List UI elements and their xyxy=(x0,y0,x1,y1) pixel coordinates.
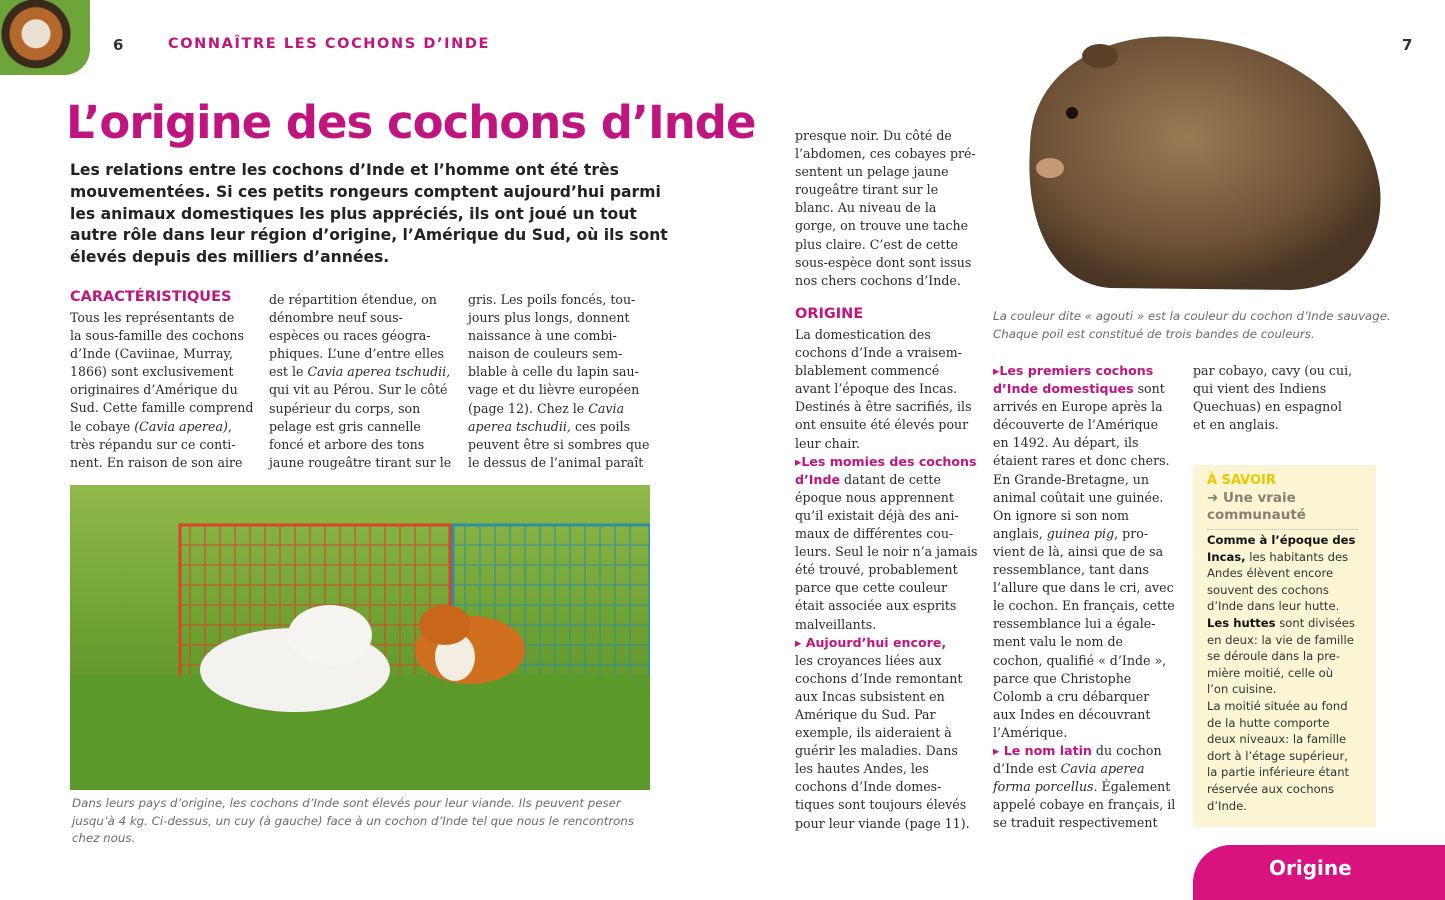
text-line xyxy=(468,345,649,363)
text-line xyxy=(269,345,451,363)
text-segment: ▸Les momies des cochons xyxy=(795,453,977,469)
text-segment: Cavia aperea xyxy=(1060,761,1145,777)
text-line xyxy=(1207,781,1355,798)
text-segment: foncé et arbore des tons xyxy=(269,436,425,452)
text-line xyxy=(795,471,978,489)
text-segment: phiques. L’une d’entre elles xyxy=(269,346,444,362)
text-segment: Tous les représentants de xyxy=(70,310,235,325)
text-line xyxy=(993,724,1175,742)
text-line xyxy=(1193,380,1352,398)
text-segment: d’Inde dans leur hutte. xyxy=(1207,599,1340,614)
intro-line: les animaux domestiques les plus appréciés, ils ont joué un tout xyxy=(70,204,637,223)
text-line xyxy=(795,416,978,434)
text-line xyxy=(468,381,649,399)
text-line xyxy=(795,254,976,272)
text-segment: de répartition étendue, on xyxy=(269,292,437,307)
text-segment: (page 12). Chez le xyxy=(468,400,589,416)
text-segment: souvent des cochons xyxy=(1207,582,1329,597)
text-segment: originaires d’Amérique du xyxy=(70,382,238,398)
photo-cuy-and-guinea-pig xyxy=(70,485,650,790)
text-segment: 1866) sont exclusivement xyxy=(70,364,234,380)
text-line xyxy=(1207,698,1355,715)
text-segment: blable à celle du lapin sau- xyxy=(468,364,639,380)
right-page-number: 7 xyxy=(1402,36,1413,54)
text-segment: . Également xyxy=(1093,779,1171,795)
caption-line: chez nous. xyxy=(72,831,136,845)
text-line xyxy=(993,561,1175,579)
text-segment: le cochon. En français, cette xyxy=(993,598,1175,614)
text-line xyxy=(1207,582,1355,599)
text-line xyxy=(795,778,978,796)
text-line xyxy=(795,326,978,344)
text-line xyxy=(993,814,1175,832)
text-line xyxy=(795,435,978,453)
text-line xyxy=(1193,362,1352,380)
text-segment: Les huttes xyxy=(1207,615,1276,630)
intro-line: autre rôle dans leur région d’origine, l’Amérique du Sud, où ils sont xyxy=(70,226,668,245)
text-line xyxy=(795,706,978,724)
text-line xyxy=(795,344,978,362)
running-title: CONNAÎTRE LES COCHONS D’INDE xyxy=(168,36,491,52)
text-line xyxy=(993,507,1175,525)
text-segment: peuvent être si sombres que xyxy=(468,436,650,452)
text-segment: Andes élèvent encore xyxy=(1207,566,1334,581)
text-line xyxy=(993,778,1175,796)
caption-line: La couleur dite « agouti » est la couleur du cochon d’Inde sauvage. xyxy=(993,309,1391,323)
text-segment: été trouvé, probablement xyxy=(795,562,958,578)
caption-line: Chaque poil est constitué de trois bandes de couleurs. xyxy=(993,326,1315,341)
text-segment: supérieur du corps, son xyxy=(269,400,421,416)
text-segment: Amérique du Sud. Par xyxy=(795,706,936,722)
text-segment: anglais, xyxy=(993,525,1047,541)
text-line xyxy=(795,616,978,634)
text-segment: dort à l’étage supérieur, xyxy=(1207,748,1348,763)
text-line xyxy=(795,724,978,742)
box-body xyxy=(1207,532,1355,814)
text-segment: ▸Les premiers cochons xyxy=(993,363,1154,378)
text-segment: maux de différentes cou- xyxy=(795,526,954,542)
text-line xyxy=(468,363,649,381)
text-segment: le dessus de l’animal paraît xyxy=(468,454,644,470)
intro-paragraph xyxy=(70,160,668,269)
text-line xyxy=(993,706,1175,724)
text-segment: ▸ Aujourd’hui encore, xyxy=(795,634,947,650)
text-line xyxy=(1207,715,1355,732)
text-segment: leurs. Seul le noir n’a jamais xyxy=(795,544,978,560)
text-line xyxy=(70,454,253,472)
text-segment: l’on cuisine. xyxy=(1207,682,1277,697)
a-savoir-box xyxy=(1193,465,1376,827)
text-segment: guérir les maladies. Dans xyxy=(795,743,958,759)
text-line xyxy=(993,380,1175,398)
text-segment: Colomb a cru débarquer xyxy=(993,688,1150,704)
text-line xyxy=(993,452,1175,470)
text-segment: exemple, ils aideraient à xyxy=(795,725,952,741)
text-line xyxy=(795,453,978,471)
text-segment: du cochon xyxy=(1091,742,1162,758)
text-segment: (Cavia aperea) xyxy=(134,418,228,434)
text-segment: presque noir. Du côté de xyxy=(795,128,952,143)
text-line xyxy=(269,309,451,327)
text-line xyxy=(993,742,1175,760)
text-line xyxy=(70,381,253,399)
text-line xyxy=(795,760,978,778)
text-line xyxy=(795,634,978,652)
text-line xyxy=(993,398,1175,416)
text-line xyxy=(70,363,253,381)
text-line xyxy=(70,309,253,327)
text-segment: rougeâtre tirant sur le xyxy=(795,182,939,198)
text-segment: cochons d’Inde a vraisem- xyxy=(795,345,962,361)
caption-line: jusqu’à 4 kg. Ci-dessus, un cuy (à gauche) face à un cochon d’Inde tel que nous le rencontrons xyxy=(72,813,635,828)
text-segment: blanc. Au niveau de la xyxy=(795,200,937,216)
text-segment: , xyxy=(227,418,232,434)
section-heading-origine: ORIGINE xyxy=(795,306,864,322)
text-line xyxy=(1207,549,1355,566)
caption-line: Dans leurs pays d’origine, les cochons d’Inde sont élevés pour leur viande. Ils peuvent peser xyxy=(72,796,621,810)
text-line xyxy=(269,436,451,454)
text-line xyxy=(795,597,978,615)
agouti-illustration xyxy=(990,18,1405,303)
photo-illustration xyxy=(70,485,650,790)
text-segment: La domestication des xyxy=(795,327,931,342)
text-segment: l’Amérique. xyxy=(993,724,1068,740)
text-line xyxy=(993,579,1175,597)
text-segment: d’Inde est xyxy=(993,761,1061,777)
text-segment: l’abdomen, ces cobayes pré- xyxy=(795,146,976,162)
text-line xyxy=(795,688,978,706)
text-line xyxy=(993,796,1175,814)
text-line xyxy=(468,418,649,436)
text-line xyxy=(70,345,253,363)
text-line xyxy=(795,815,978,833)
text-line xyxy=(1207,565,1355,582)
text-segment: tiques sont toujours élevés xyxy=(795,797,967,813)
text-line xyxy=(993,362,1175,380)
text-segment: ressemblance, tant dans xyxy=(993,562,1149,578)
text-line xyxy=(70,327,253,345)
text-segment: nos chers cochons d’Inde. xyxy=(795,272,961,288)
text-segment: gris. Les poils foncés, tou- xyxy=(468,292,636,307)
text-line xyxy=(795,742,978,760)
page-title: L’origine des cochons d’Inde xyxy=(66,96,756,149)
text-line xyxy=(795,525,978,543)
text-line xyxy=(795,163,976,181)
text-segment: guinea pig xyxy=(1046,525,1115,541)
text-line xyxy=(795,236,976,254)
text-segment: nent. En raison de son aire xyxy=(70,454,243,470)
text-segment: On ignore si son nom xyxy=(993,507,1129,523)
text-segment: blablement commencé xyxy=(795,363,940,379)
text-segment: La moitié située au fond xyxy=(1207,698,1348,713)
text-line xyxy=(269,381,451,399)
photo-caption-left xyxy=(72,795,634,848)
text-line xyxy=(993,471,1175,489)
text-segment: les hautes Andes, les xyxy=(795,761,929,777)
text-segment: réservée aux cochons xyxy=(1207,781,1335,796)
text-segment: vage et du lièvre européen xyxy=(468,382,640,398)
text-segment: En Grande-Bretagne, un xyxy=(993,471,1149,487)
text-segment: découverte de l’Amérique xyxy=(993,417,1159,433)
text-segment: sentent un pelage jaune xyxy=(795,164,949,180)
text-segment: aperea tschudii, xyxy=(468,418,571,434)
text-segment: dénombre neuf sous- xyxy=(269,310,403,326)
text-segment: très répandu sur ce conti- xyxy=(70,436,236,452)
text-segment: ces poils xyxy=(570,418,631,434)
text-segment: se traduit respectivement xyxy=(993,815,1158,831)
text-segment: et en anglais. xyxy=(1193,417,1279,433)
text-line xyxy=(468,291,649,309)
text-segment: appelé cobaye en français, il xyxy=(993,797,1176,813)
text-segment: de la hutte comporte xyxy=(1207,715,1330,730)
text-segment: naison de couleurs sem- xyxy=(468,346,623,362)
text-segment: le cobaye xyxy=(70,418,135,434)
text-segment: naissance à une combi- xyxy=(468,328,617,344)
text-segment: se déroule dans la pre- xyxy=(1207,649,1341,664)
text-segment: qui vient des Indiens xyxy=(1193,381,1327,397)
text-segment: étaient rares et donc chers. xyxy=(993,453,1170,469)
text-column-6 xyxy=(1193,362,1352,434)
left-page-number: 6 xyxy=(113,36,124,54)
text-line xyxy=(1207,598,1355,615)
text-segment: aux Indes en découvrant xyxy=(993,706,1151,722)
text-line xyxy=(70,436,253,454)
text-segment: cochons d’Inde domes- xyxy=(795,779,942,795)
text-line xyxy=(1207,648,1355,665)
text-segment: datant de cette xyxy=(840,471,941,487)
text-segment: jours plus longs, donnent xyxy=(468,310,630,326)
text-line xyxy=(993,688,1175,706)
text-line xyxy=(1207,665,1355,682)
text-segment: en 1492. Au départ, ils xyxy=(993,435,1139,451)
text-line xyxy=(993,760,1175,778)
text-segment: sous-espèce dont sont issus xyxy=(795,254,972,270)
text-line xyxy=(1207,615,1355,632)
text-segment: Sud. Cette famille comprend xyxy=(70,400,254,416)
text-segment: Comme à l’époque des xyxy=(1207,533,1356,547)
text-column-4-top xyxy=(795,127,976,290)
text-segment: espèces ou races géogra- xyxy=(269,328,431,344)
text-line xyxy=(993,670,1175,688)
text-line xyxy=(1193,398,1352,416)
text-line xyxy=(1207,731,1355,748)
text-line xyxy=(1207,681,1355,698)
text-line xyxy=(795,199,976,217)
intro-line: élevés depuis des milliers d’années. xyxy=(70,248,390,267)
text-column-3 xyxy=(468,291,649,472)
text-segment: , pro- xyxy=(1114,525,1149,541)
text-line xyxy=(269,400,451,418)
text-line xyxy=(468,327,649,345)
text-line xyxy=(795,181,976,199)
text-segment: Cavia aperea tschudii, xyxy=(307,364,451,380)
text-line xyxy=(795,398,978,416)
text-line xyxy=(70,418,253,436)
section-tab-origine: Origine xyxy=(1193,845,1445,900)
photo-caption-right xyxy=(993,308,1391,343)
text-column-2 xyxy=(269,291,451,472)
text-segment: d’Inde domestiques xyxy=(993,381,1134,397)
text-column-5 xyxy=(993,362,1175,832)
text-segment: deux niveaux: la famille xyxy=(1207,732,1347,747)
text-line xyxy=(468,400,649,418)
text-line xyxy=(993,652,1175,670)
text-line xyxy=(993,434,1175,452)
text-segment: la sous-famille des cochons xyxy=(70,328,245,344)
text-segment: ment valu le nom de xyxy=(993,634,1123,650)
guinea-pig-thumbnail xyxy=(0,0,90,75)
text-segment: par cobayo, cavy (ou cui, xyxy=(1193,363,1353,378)
text-line xyxy=(269,363,451,381)
text-segment: arrivés en Europe après la xyxy=(993,399,1163,415)
text-line xyxy=(1207,798,1355,815)
text-line xyxy=(468,436,649,454)
text-line xyxy=(1207,764,1355,781)
text-line xyxy=(993,615,1175,633)
text-segment: malveillants. xyxy=(795,616,877,632)
box-heading-line: ➜ Une vraie xyxy=(1207,490,1296,506)
text-segment: d’Inde (Caviinae, Murray, xyxy=(70,346,233,362)
text-segment: d’Inde xyxy=(795,471,841,487)
text-line xyxy=(269,454,451,472)
text-line xyxy=(993,597,1175,615)
text-line xyxy=(795,489,978,507)
text-line xyxy=(795,561,978,579)
text-line xyxy=(795,127,976,145)
text-line xyxy=(795,670,978,688)
text-segment: vient de là, ainsi que de sa xyxy=(993,543,1164,559)
text-line xyxy=(1193,416,1352,434)
text-line xyxy=(1207,632,1355,649)
text-line xyxy=(795,652,978,670)
text-line xyxy=(70,399,253,417)
box-heading xyxy=(1207,490,1306,524)
text-segment: l’allure que dans le cri, avec xyxy=(993,580,1174,596)
text-segment: pelage est gris cannelle xyxy=(269,418,421,434)
text-segment: cochon, qualifié « d’Inde », xyxy=(993,652,1167,668)
text-segment: en deux: la vie de famille xyxy=(1207,632,1354,647)
text-line xyxy=(269,291,451,309)
text-line xyxy=(795,272,976,290)
text-line xyxy=(993,543,1175,561)
intro-line: Les relations entre les cochons d’Inde et l’homme ont été très xyxy=(70,161,619,179)
text-column-1 xyxy=(70,309,253,472)
text-segment: aux Incas subsistent en xyxy=(795,688,945,704)
text-line xyxy=(795,362,978,380)
text-segment: pour leur viande (page 11). xyxy=(795,815,970,831)
section-heading-caracteristiques: CARACTÉRISTIQUES xyxy=(70,289,232,305)
text-segment: mière moitié, celle où xyxy=(1207,665,1334,680)
text-segment: Quechuas) en espagnol xyxy=(1193,399,1342,415)
box-divider xyxy=(1207,529,1357,530)
text-line xyxy=(795,217,976,235)
text-segment: Incas, xyxy=(1207,549,1246,564)
text-line xyxy=(269,327,451,345)
text-segment: avant l’époque des Incas. xyxy=(795,381,958,397)
text-column-4 xyxy=(795,326,978,833)
text-segment: époque nous apprennent xyxy=(795,489,954,505)
text-line xyxy=(795,543,978,561)
text-segment: était associée aux esprits xyxy=(795,598,957,614)
text-segment: Destinés à être sacrifiés, ils xyxy=(795,399,972,415)
text-segment: cochons d’Inde remontant xyxy=(795,670,963,686)
text-segment: Cavia xyxy=(588,400,625,416)
text-line xyxy=(1207,532,1355,549)
text-segment: les habitants des xyxy=(1245,549,1349,564)
text-segment: les croyances liées aux xyxy=(795,652,942,668)
text-segment: forma porcellus xyxy=(993,779,1094,795)
text-line xyxy=(993,416,1175,434)
photo-agouti-guinea-pig xyxy=(990,18,1405,303)
text-segment: qu’il existait déjà des ani- xyxy=(795,507,959,523)
text-segment: est le xyxy=(269,364,308,380)
text-segment: d’Inde. xyxy=(1207,798,1247,813)
text-segment: leur chair. xyxy=(795,435,860,451)
text-segment: ▸ Le nom latin xyxy=(993,742,1092,758)
text-segment: jaune rougeâtre tirant sur le xyxy=(269,454,452,470)
text-line xyxy=(795,579,978,597)
box-heading-line: communauté xyxy=(1207,507,1306,523)
intro-line: mouvementées. Si ces petits rongeurs comptent aujourd’hui parmi xyxy=(70,182,661,201)
text-segment: parce que cette couleur xyxy=(795,580,948,596)
text-line xyxy=(795,145,976,163)
text-line xyxy=(269,418,451,436)
text-segment: plus claire. C’est de cette xyxy=(795,236,958,252)
text-line xyxy=(468,454,649,472)
text-line xyxy=(993,633,1175,651)
text-segment: la partie inférieure étant xyxy=(1207,765,1350,780)
text-line xyxy=(795,380,978,398)
text-segment: parce que Christophe xyxy=(993,670,1132,686)
text-line xyxy=(795,796,978,814)
text-line xyxy=(468,309,649,327)
text-segment: ont ensuite été élevés pour xyxy=(795,417,969,433)
text-line xyxy=(993,525,1175,543)
text-segment: animal coûtait une guinée. xyxy=(993,489,1164,505)
box-kicker: À SAVOIR xyxy=(1207,473,1276,488)
text-segment: ressemblance lui a égale- xyxy=(993,616,1156,632)
text-segment: sont xyxy=(1133,381,1165,397)
text-line xyxy=(1207,748,1355,765)
text-line xyxy=(993,489,1175,507)
text-segment: qui vit au Pérou. Sur le côté xyxy=(269,382,448,398)
text-segment: sont divisées xyxy=(1275,615,1355,630)
text-line xyxy=(795,507,978,525)
text-segment: gorge, on trouve une tache xyxy=(795,218,969,234)
